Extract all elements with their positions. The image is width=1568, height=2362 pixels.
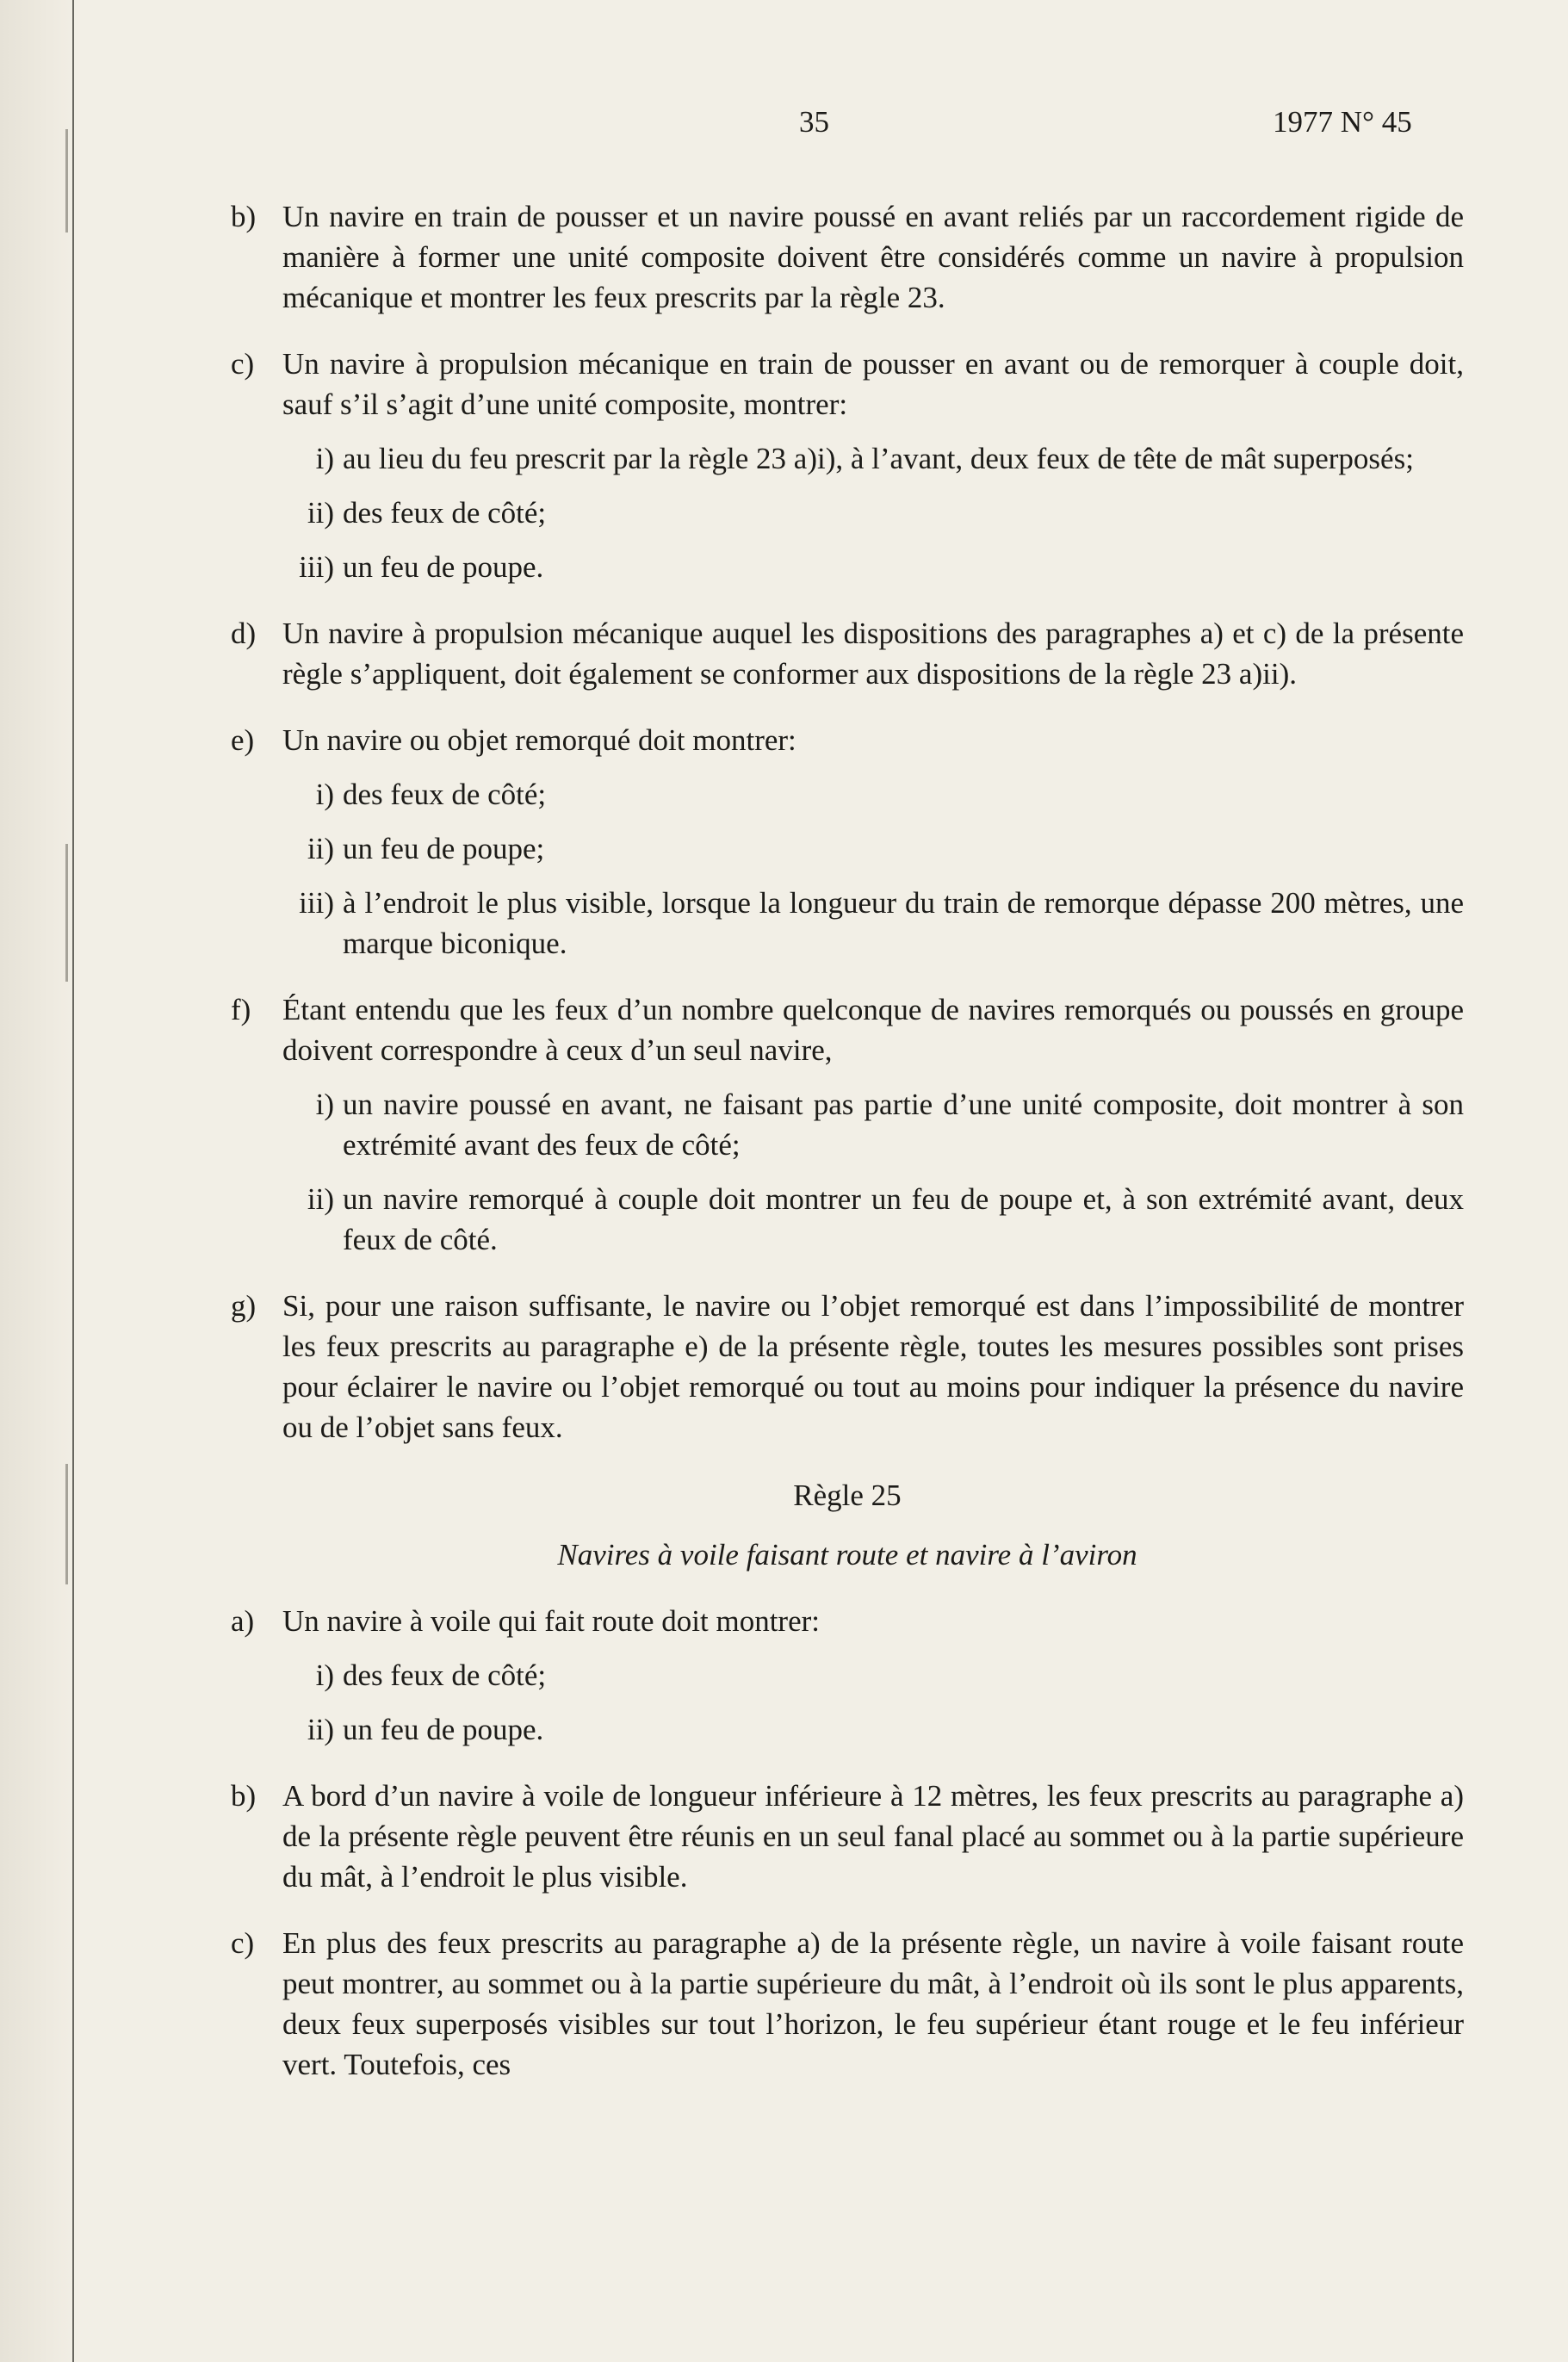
- publication-number: 1977 N° 45: [1273, 105, 1412, 139]
- document-body: [231, 196, 1464, 2085]
- list-item: [231, 493, 1464, 533]
- item-label: ii): [307, 496, 334, 530]
- item-text: un navire remorqué à couple doit montrer un feu de poupe et, à son extrémité avant, deux feux de côté.: [343, 1182, 1464, 1256]
- item-text: un navire poussé en avant, ne faisant pas partie d’une unité composite, doit montrer à son extrémité avant des feux de côté;: [343, 1088, 1464, 1162]
- paragraph-label: d): [231, 617, 257, 650]
- item-text: au lieu du feu prescrit par la règle 23 a)i), à l’avant, deux feux de tête de mât superposés;: [343, 442, 1414, 475]
- paragraph-label: a): [231, 1604, 255, 1638]
- item-text: à l’endroit le plus visible, lorsque la longueur du train de remorque dépasse 200 mètres, une marque biconique.: [343, 886, 1464, 960]
- item-label: ii): [307, 1713, 334, 1746]
- page-number: 35: [799, 105, 829, 139]
- paragraph-label: f): [231, 993, 251, 1026]
- paragraph-d: [231, 613, 1464, 694]
- item-label: iii): [299, 550, 334, 584]
- list-item: [231, 828, 1464, 869]
- paragraph-label: b): [231, 200, 257, 233]
- paragraph-text: Si, pour une raison suffisante, le navire ou l’objet remorqué est dans l’impossibilité de montrer les feux prescrits au paragraphe e) de la présente règle, toutes les mesures possibles sont prises pour éclairer le navire ou l’objet remorqué ou tout au moins pour indiquer la présence du navire ou de l’objet sans feux.: [282, 1289, 1464, 1444]
- item-label: i): [315, 1658, 334, 1692]
- paragraph-label: c): [231, 347, 255, 381]
- item-text: des feux de côté;: [343, 778, 547, 811]
- paragraph-e: [231, 720, 1464, 760]
- item-label: ii): [307, 1182, 334, 1216]
- paragraph-text: Un navire à propulsion mécanique auquel les dispositions des paragraphes a) et c) de la présente règle s’appliquent, doit également se conformer aux dispositions de la règle 23 a)ii).: [282, 617, 1464, 691]
- list-item: [231, 774, 1464, 815]
- paragraph-25b: [231, 1776, 1464, 1897]
- paragraph-c: [231, 344, 1464, 425]
- paragraph-text: Un navire à propulsion mécanique en train de pousser en avant ou de remorquer à couple doit, sauf s’il s’agit d’une unité composite, montrer:: [282, 347, 1464, 421]
- item-label: i): [315, 1088, 334, 1121]
- paragraph-label: b): [231, 1779, 257, 1813]
- rule-title: Règle 25: [793, 1479, 902, 1512]
- list-item: [231, 1709, 1464, 1750]
- paragraph-f: [231, 989, 1464, 1070]
- paragraph-b: [231, 196, 1464, 318]
- item-label: i): [315, 778, 334, 811]
- item-text: un feu de poupe.: [343, 550, 544, 584]
- binding-stitch: [65, 844, 68, 982]
- list-item: [231, 883, 1464, 964]
- item-label: iii): [299, 886, 334, 920]
- binding-stitch: [65, 1464, 68, 1584]
- paragraph-25c: [231, 1923, 1464, 2085]
- paragraph-text: Étant entendu que les feux d’un nombre quelconque de navires remorqués ou poussés en groupe doivent correspondre à ceux d’un seul navire,: [282, 993, 1464, 1067]
- item-label: i): [315, 442, 334, 475]
- item-text: des feux de côté;: [343, 496, 547, 530]
- page-edge-shadow: [0, 0, 83, 2362]
- paragraph-text: A bord d’un navire à voile de longueur inférieure à 12 mètres, les feux prescrits au paragraphe a) de la présente règle peuvent être réunis en un seul fanal placé au sommet ou à la partie supérieure du mât, à l’endroit le plus visible.: [282, 1779, 1464, 1894]
- list-item: [231, 1655, 1464, 1696]
- paragraph-g: [231, 1286, 1464, 1448]
- paragraph-text: En plus des feux prescrits au paragraphe a) de la présente règle, un navire à voile faisant route peut montrer, au sommet ou à la partie supérieure du mât, à l’endroit où ils sont le plus apparents, deux feux superposés visibles sur tout l’horizon, le feu supérieur étant rouge et le feu inférieur vert. Toutefois, ces: [282, 1926, 1464, 2081]
- paragraph-label: c): [231, 1926, 255, 1960]
- paragraph-25a: [231, 1601, 1464, 1641]
- list-item: [231, 1179, 1464, 1260]
- paragraph-text: Un navire à voile qui fait route doit montrer:: [282, 1604, 820, 1638]
- paragraph-label: g): [231, 1289, 257, 1323]
- rule-subtitle: Navires à voile faisant route et navire à l’aviron: [557, 1538, 1137, 1572]
- list-item: [231, 1084, 1464, 1165]
- item-text: des feux de côté;: [343, 1658, 547, 1692]
- binding-line: [72, 0, 74, 2362]
- item-label: ii): [307, 832, 334, 865]
- paragraph-text: Un navire ou objet remorqué doit montrer:: [282, 723, 796, 757]
- paragraph-text: Un navire en train de pousser et un navire poussé en avant reliés par un raccordement rigide de manière à former une unité composite doivent être considérés comme un navire à propulsion mécanique et montrer les feux prescrits par la règle 23.: [282, 200, 1464, 314]
- list-item: [231, 547, 1464, 587]
- item-text: un feu de poupe.: [343, 1713, 544, 1746]
- list-item: [231, 438, 1464, 479]
- paragraph-label: e): [231, 723, 255, 757]
- item-text: un feu de poupe;: [343, 832, 545, 865]
- page-header: [0, 105, 1568, 148]
